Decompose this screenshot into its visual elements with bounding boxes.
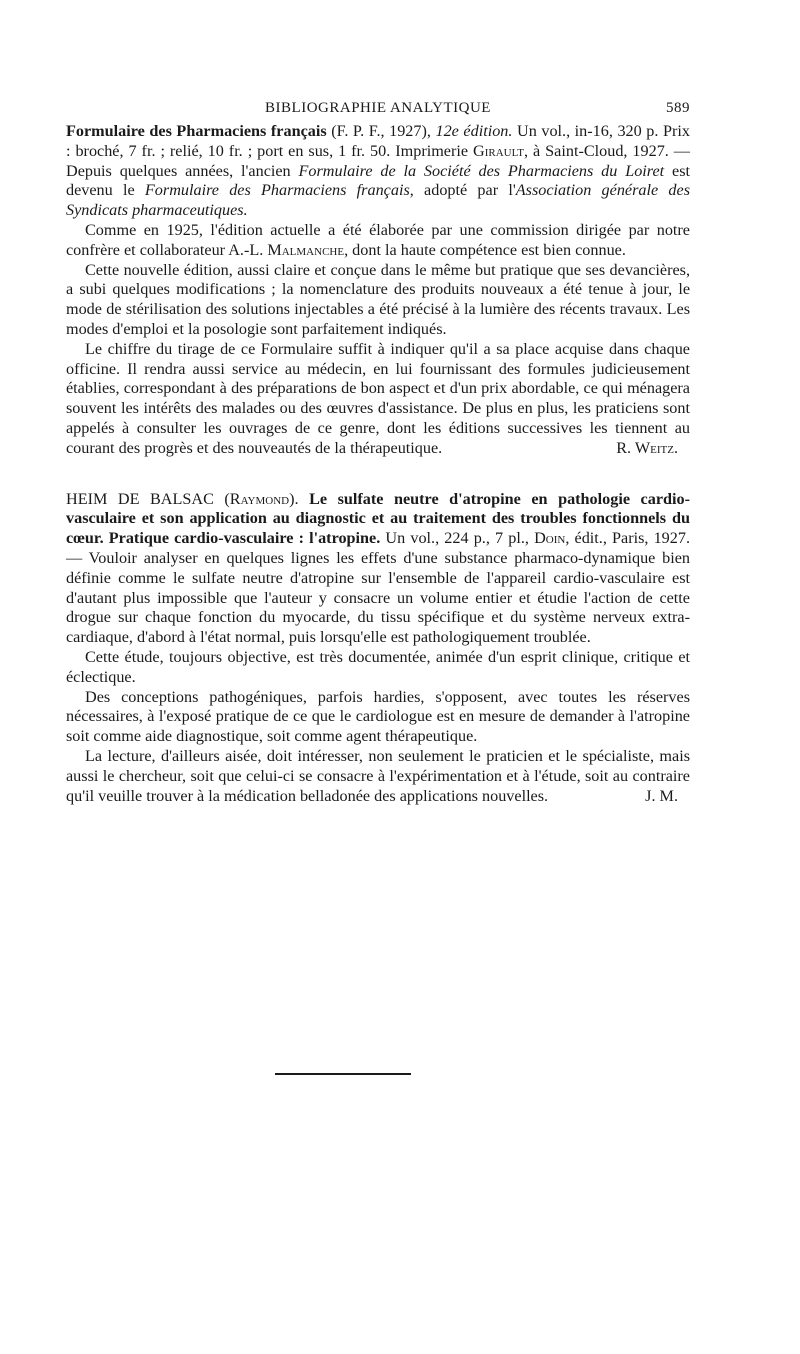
review1-paragraph-3: Cette nouvelle édition, aussi claire et conçue dans le même but pratique que ses devancières, a subi quelques modifications ; la nomenclature des produits nouveaux a été tenue à jour, le mode de stérilisation des solutions injectables a été précisé à la lumière des récents travaux. Les modes d'emploi et la posologie sont parfaitement indiqués.: [66, 260, 690, 338]
review1-para2-a: Comme en 1925, l'édition actuelle a été élaborée par une commission dirigée par notre confrère et collaborateur A.-L.: [66, 220, 690, 259]
review1-para4: Le chiffre du tirage de ce Formulaire suffit à indiquer qu'il a sa place acquise dans chaque officine. Il rendra aussi service au médecin, en lui fournissant des formules judicieusement établies, correspondant à des préparations de bon aspect et d'un prix abordable, ce qui ménagera souvent les intérêts des malades ou des œuvres d'assistance. De plus en plus, les praticiens sont appelés à consulter les ouvrages de ce genre, dont les éditions successives les tiennent au courant des progrès et des nouveautés de la thérapeutique.: [66, 339, 690, 457]
review2-heading-paragraph: [66, 490, 690, 648]
review1-title: Formulaire des Pharmaciens français: [66, 122, 327, 140]
review1-paragraph-2: [66, 221, 690, 261]
review1-signature: R. Weitz.: [616, 438, 678, 457]
review1-heading-paragraph: [66, 122, 690, 221]
review1-details2: , à Saint-Cloud, 1927. — Depuis quelques années, l'ancien: [66, 141, 690, 180]
review1-printer: Girault: [473, 141, 525, 160]
review2-paragraph-2: Cette étude, toujours objective, est très documentée, animée d'un esprit clinique, critique et éclectique.: [66, 647, 690, 686]
review1-mid1: est devenu le: [66, 161, 690, 200]
review1-title-ref: (F. P. F., 1927),: [326, 122, 436, 140]
review2-paragraph-3: Des conceptions pathogéniques, parfois hardies, s'opposent, avec toutes les réserves nécessaires, à l'exposé pratique de ce que le cardiologue est en mesure de demander à l'atropine soit comme aide diagnostique, soit comme agent thérapeutique.: [66, 687, 690, 746]
review-atropine: [66, 490, 690, 807]
running-title: BIBLIOGRAPHIE ANALYTIQUE: [265, 100, 491, 116]
running-head: [66, 100, 690, 122]
review1-old-name: Formulaire de la Société des Pharmaciens du Loiret: [298, 161, 665, 180]
review1-para2-name: Malmanche: [267, 240, 345, 259]
page-number: 589: [666, 100, 690, 116]
review1-association: Association générale des Syndicats pharmaceutiques.: [66, 181, 690, 220]
review1-mid2: , adopté par l': [409, 181, 516, 200]
review2-publisher: Doin: [534, 529, 566, 548]
review-separator-space: [66, 459, 690, 490]
reviews-body: [66, 122, 690, 806]
review1-paragraph-4: [66, 340, 690, 459]
review1-new-name: Formulaire des Pharmaciens français: [144, 181, 410, 200]
review2-signature: J. M.: [645, 786, 678, 805]
review2-details2: , édit., Paris, 1927. — Vouloir analyser en quelques lignes les effets d'une substance pharmaco-dynamique bien définie comme le sulfate neutre d'atropine sur l'ensemble de l'appareil cardio-vasculaire est d'autant plus impossible que l'auteur y consacre un volume entier et étudie l'action de cette drogue sur chaque fonction du myocarde, du tissu spécifique et du système nerveux extra-cardiaque, d'abord à l'état normal, puis lorsqu'elle est pathologiquement troublée.: [66, 529, 690, 647]
review2-author: HEIM DE BALSAC (: [66, 489, 230, 508]
review2-title: Le sulfate neutre d'atropine en pathologie cardio-vasculaire et son application au diagnostic et au traitement des troubles fonctionnels du cœur. Pratique cardio-vasculaire : l'atropine.: [66, 489, 690, 548]
review2-author-close: ).: [289, 489, 310, 508]
review2-para4: La lecture, d'ailleurs aisée, doit intéresser, non seulement le praticien et le spécialiste, mais aussi le chercheur, soit que celui-ci se consacre à l'expérimentation et à l'étude, soit au contraire qu'il veuille trouver à la médication belladonée des applications nouvelles.: [66, 746, 690, 805]
end-rule: [275, 1073, 411, 1075]
review2-author-first: Raymond: [229, 489, 290, 508]
review1-para2-b: , dont la haute compétence est bien connue.: [344, 240, 626, 259]
review2-paragraph-4: [66, 747, 690, 806]
review1-details: Un vol., in-16, 320 p. Prix : broché, 7 fr. ; relié, 10 fr. ; port en sus, 1 fr. 50. Imprimerie: [66, 122, 690, 160]
review2-details: Un vol., 224 p., 7 pl.,: [380, 529, 535, 548]
review1-edition: 12e édition.: [435, 122, 513, 140]
review-formulaire: [66, 122, 690, 459]
